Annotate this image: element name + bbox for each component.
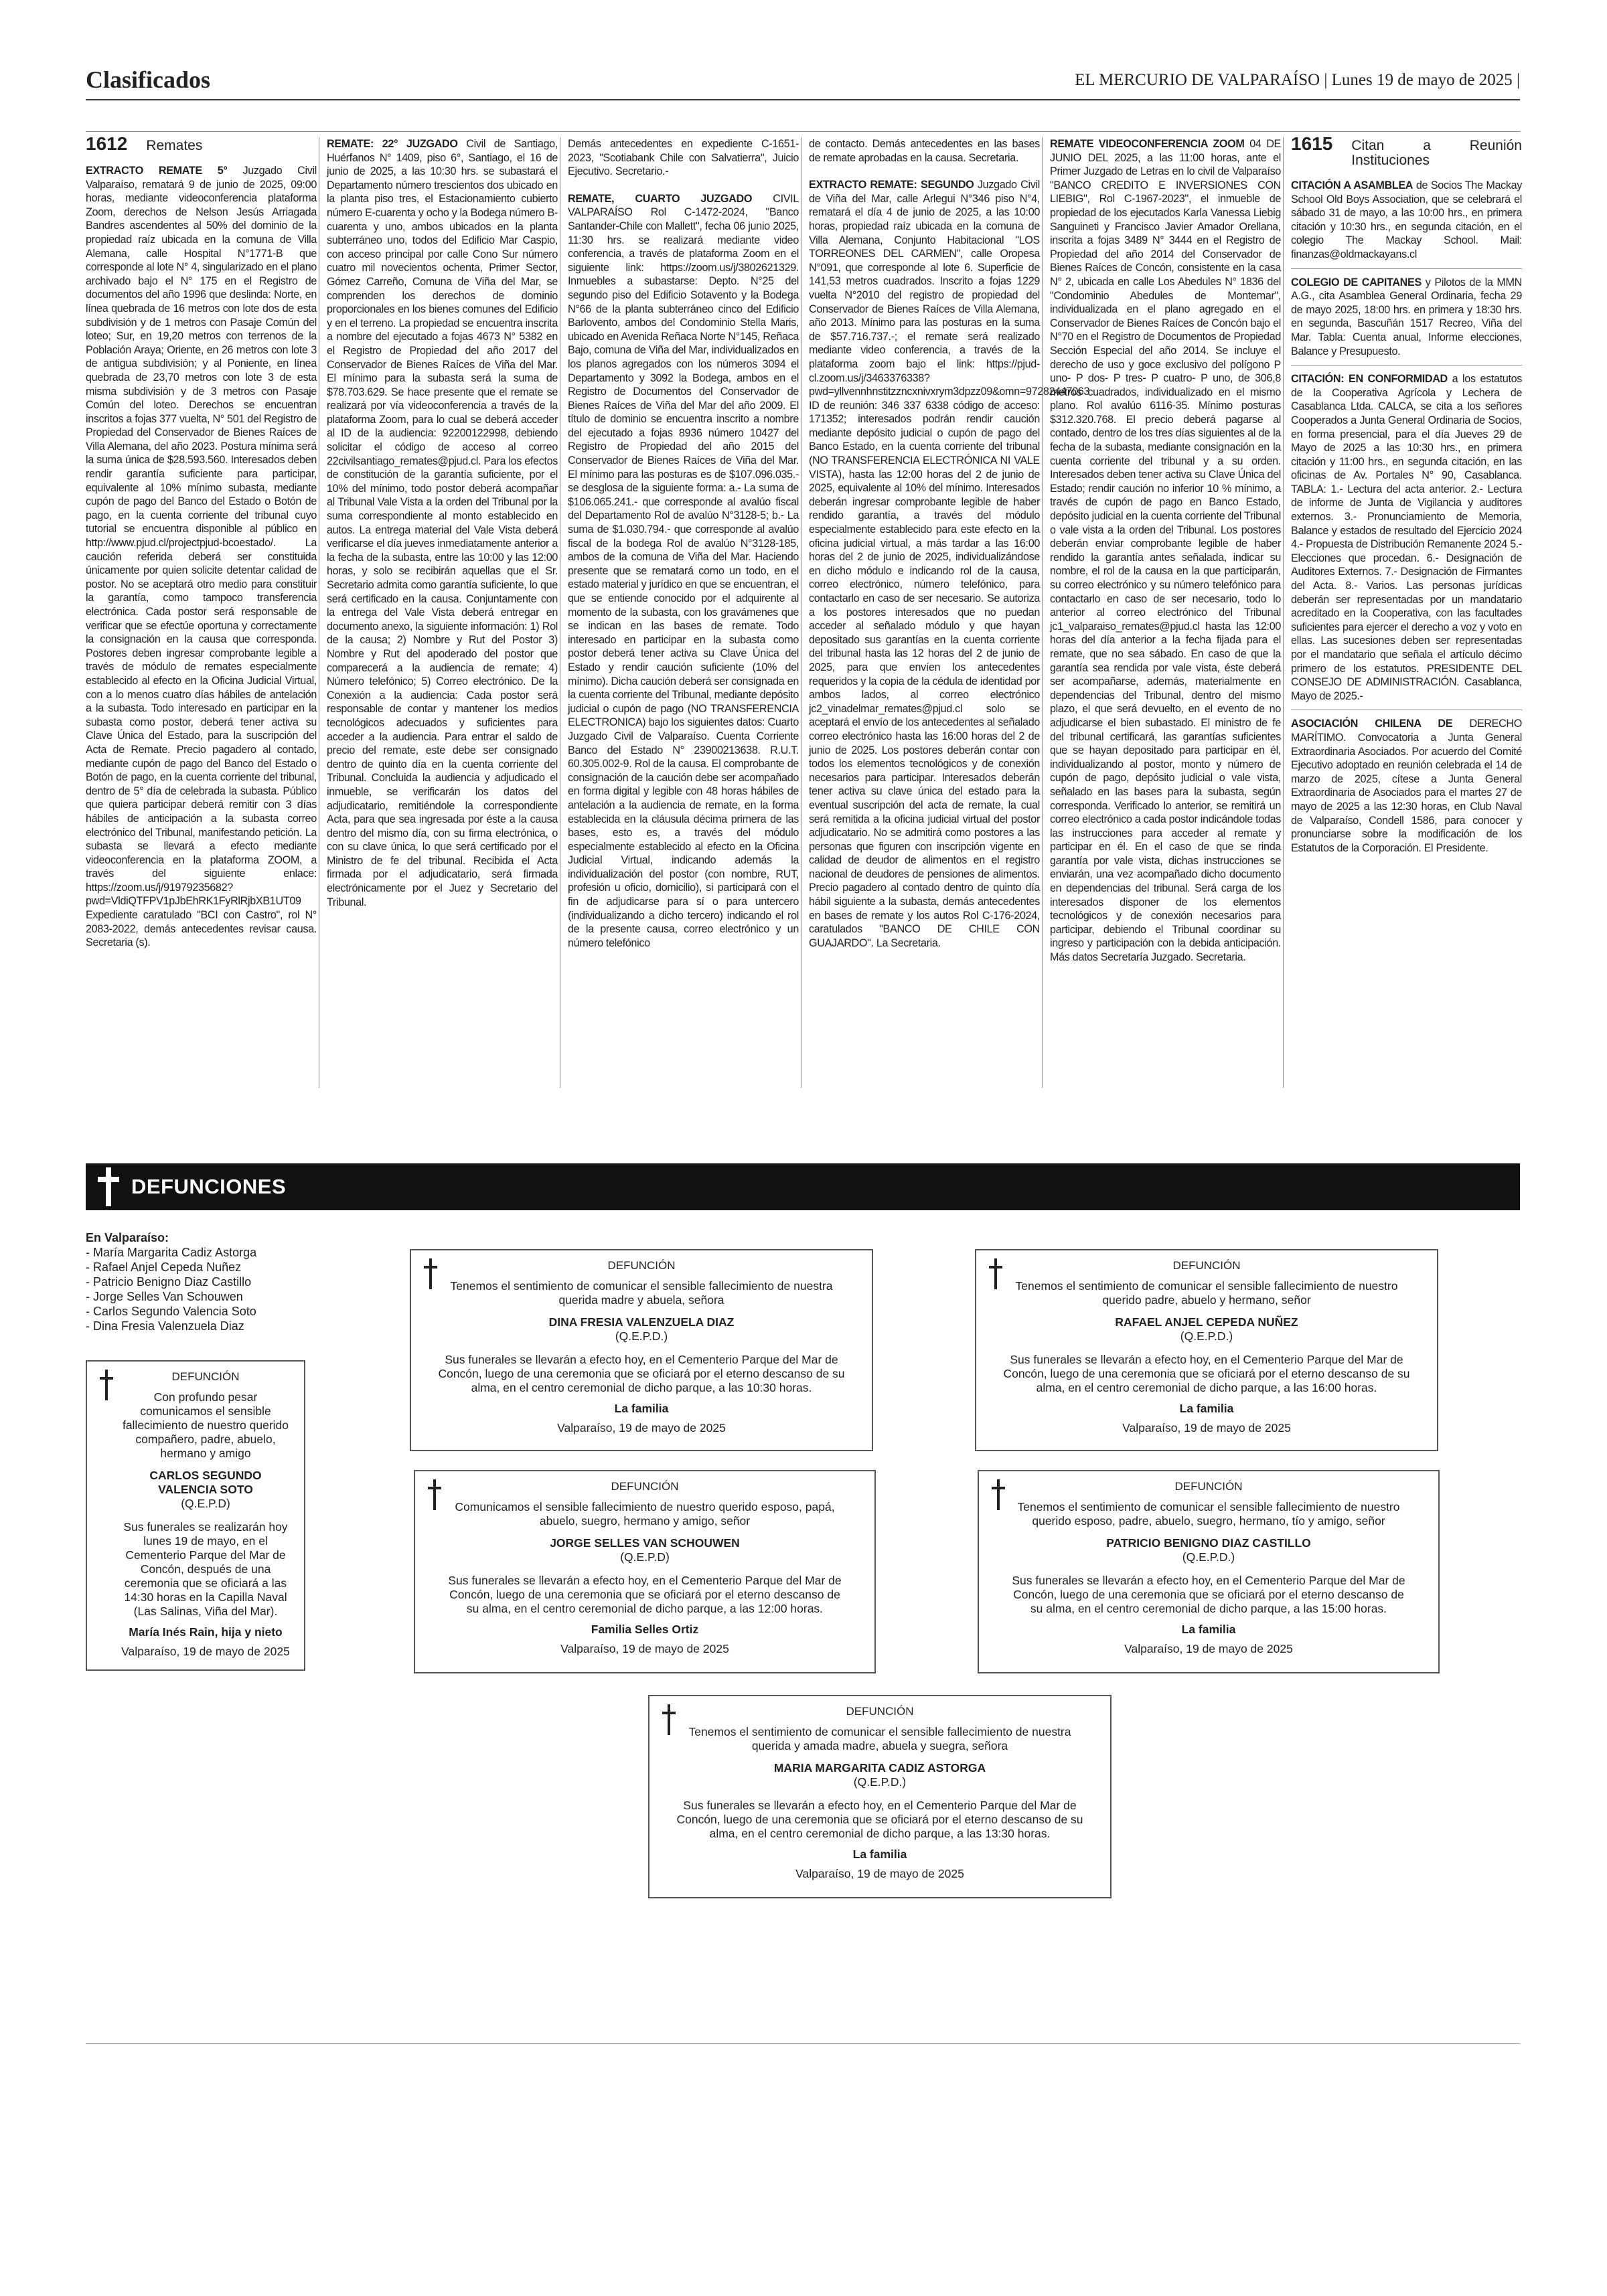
notice-label: DEFUNCIÓN [171,1370,240,1383]
obituary-notice [648,1695,1112,1898]
obituary-notice [410,1249,873,1451]
qepd: (Q.E.P.D.) [853,1775,907,1789]
qepd: (Q.E.P.D) [181,1497,230,1510]
qepd: (Q.E.P.D) [620,1550,670,1564]
qepd: (Q.E.P.D.) [1180,1329,1233,1343]
notice-body: Sus funerales se llevarán a efecto hoy, en el Cementerio Parque del Mar de Concón, luego de una ceremonia que se oficiará por el eterno descanso de su alma, en el centro ceremonial de dicho parque, a las 12:00 horas. [448,1574,842,1615]
section-header-remates [86,133,317,154]
classified-ad [1291,276,1522,359]
notice-date: Valparaíso, 19 de mayo de 2025 [121,1645,290,1658]
list-item: - Carlos Segundo Valencia Soto [86,1305,256,1318]
notice-body: Sus funerales se llevarán a efecto hoy, en el Cementerio Parque del Mar de Concón, luego de una ceremonia que se oficiará por el eterno descanso de su alma, en el centro ceremonial de dicho parque, a las 16:00 horas. [1003,1353,1410,1394]
notice-family: La familia [852,1848,907,1861]
classified-ad [568,192,799,951]
notice-intro: Tenemos el sentimiento de comunicar el sensible fallecimiento de nuestro querido padre, abuelo y hermano, señor [1015,1279,1398,1307]
deceased-name: PATRICIO BENIGNO DIAZ CASTILLO [1106,1536,1311,1550]
obituary-notice [86,1360,305,1671]
section-header-instituciones [1291,133,1522,168]
notice-family: La familia [1181,1623,1236,1636]
list-item: - Jorge Selles Van Schouwen [86,1290,243,1303]
footer-rule [86,2043,1520,2044]
notice-label: DEFUNCIÓN [846,1705,914,1718]
deceased-list [86,1230,256,1333]
list-item: - Rafael Anjel Cepeda Nuñez [86,1260,242,1274]
ad-lead: CITACIÓN A ASAMBLEA [1291,179,1413,191]
classified-column-4 [809,137,1090,1088]
ad-text: CIVIL VALPARAÍSO Rol C-1472-2024, "Banco Santander-Chile con Mallett", fecha 06 junio 2025, 11:30 hrs. se realizará mediante video conferencia, a través de plataforma Zoom en el siguiente link: https://zoom.us/j/3802621329. Inmuebles a subastarse: Depto. N°25 del segundo piso del Edificio Sotavento y la Bodega N°66 de la planta subterráneo cinco del Edificio Barlovento, ambos del Condominio Stella Maris, ubicado en Avenida Reñaca Norte N°145, Reñaca Bajo, comuna de Viña del Mar, individualizados en los planos agregados con los números 3094 el Departamento y 3092 la Bodega, ambos en el Registro de Documentos del Conservador de Bienes Raíces de Viña del Mar del año 2009. El título de dominio se encuentra inscrito a nombre del ejecutado a fojas 8936 número 10427 del Registro de Propiedad del año 2015 del Conservador de Bienes Raíces de Viña del Mar. El mínimo para las posturas es de $107.096.035.- se desglosa de la siguiente forma: a.- La suma de $106.065.241.- que corresponde al avalúo fiscal del Departamento Rol de avalúo N°3128-5; b.- La suma de $1.030.794.- que corresponde al avalúo fiscal de la bodega Rol de avalúo N°3128-185, ambos de la comuna de Viña del Mar. Haciendo presente que se rematará como un todo, en el estado material y jurídico en que se encuentran, el que se entiende conocido por el adquirente al momento de la subasta, con los gravámenes que se indican en las bases de remate. Todo interesado en participar en la subasta como postor deberá tener activa su Clave Única del Estado y rendir caución suficiente (10% del mínimo). Dicha caución deberá ser consignada en la cuenta corriente del Tribunal, mediante depósito judicial o cupón de pago (NO TRANSFERENCIA ELECTRONICA) bajo los siguientes datos: Cuarto Juzgado Civil de Valparaíso. Cuenta Corriente Banco del Estado N° 23900213638. R.U.T. 60.305.002-9. Rol de la causa. El comprobante de consignación de la caución debe ser acompañado en forma digital y legible con 48 horas hábiles de antelación a la audiencia de remate, en la forma establecida en la cláusula décima primera de las bases, esto es, a través del módulo especialmente establecido al efecto en la Oficina Judicial Virtual, indicando además la individualización del postor (con nombre, RUT, profesión u oficio, domicilio), si participará con el fin de adjudicarse para sí o para untercero (individualizando a dicho tercero) indicando el rol de la presente causa, correo electrónico y un número telefónico [568,192,799,949]
notice-date: Valparaíso, 19 de mayo de 2025 [795,1867,964,1880]
ad-lead: REMATE, CUARTO JUZGADO [568,192,753,205]
classified-column-6 [1291,133,1522,1088]
ad-lead: REMATE: 22° JUZGADO [327,138,458,150]
column-divider [1283,137,1284,1088]
ad-continuation: de contacto. Demás antecedentes en las bases de remate aprobadas en la causa. Secretaria. [809,138,1040,164]
header-rule-thin [86,131,1520,132]
section-label: Remates [146,138,203,153]
classified-ad [1291,179,1522,262]
notice-label: DEFUNCIÓN [607,1259,676,1272]
cross-icon [98,1370,115,1400]
classified-ad [327,137,558,909]
classified-column-5 [1050,137,1281,1088]
notice-date: Valparaíso, 19 de mayo de 2025 [557,1421,726,1434]
notice-label: DEFUNCIÓN [611,1480,679,1493]
notice-body: Sus funerales se realizarán hoy lunes 19 de mayo, en el Cementerio Parque del Mar de Concón, después de una ceremonia que se oficiará a las 14:30 horas en la Capilla Naval (Las Salinas, Viña del Mar). [123,1520,288,1618]
notice-intro: Tenemos el sentimiento de comunicar el sensible fallecimiento de nuestro querido esposo, padre, abuelo, suegro, hermano, tío y amigo, señor [1017,1500,1400,1528]
deceased-name: CARLOS SEGUNDO VALENCIA SOTO [149,1469,262,1496]
ad-text: y Pilotos de la MMN A.G., cita Asamblea General Ordinaria, fecha 29 de mayo 2025, 18:00 hrs. en primera y 18:30 hrs. en segunda, Bascuñán 1517 Recreo, Viña del Mar. Tabla: Cuenta anual, Informe elecciones, Balance y Presupuesto. [1291,276,1522,357]
ad-text: DERECHO MARÍTIMO. Convocatoria a Junta General Extraordinaria Asociados. Por acuerdo del Comité Ejecutivo adoptado en reunión celebrada el 14 de marzo de 2025, cítese a Junta General Extraordinaria de Asociados para el martes 27 de mayo de 2025 a las 12:30 horas, en Club Naval de Valparaíso, Condell 1586, para conocer y pronunciarse sobre la modificación de los Estatutos de la Corporación. El Presidente. [1291,718,1522,854]
defunciones-title: DEFUNCIONES [131,1175,287,1198]
notice-body: Sus funerales se llevarán a efecto hoy, en el Cementerio Parque del Mar de Concón, luego de una ceremonia que se oficiará por el eterno descanso de su alma, en el centro ceremonial de dicho parque, a las 15:00 horas. [1012,1574,1405,1615]
cross-icon [990,1479,1007,1510]
deceased-name: JORGE SELLES VAN SCHOUWEN [550,1536,740,1550]
notice-intro: Tenemos el sentimiento de comunicar el sensible fallecimiento de nuestra querida y amada madre, abuela y suegra, señora [688,1725,1071,1752]
notice-body: Sus funerales se llevarán a efecto hoy, en el Cementerio Parque del Mar de Concón, luego de una ceremonia que se oficiará por el eterno descanso de su alma, en el centro ceremonial de dicho parque, a las 10:30 horas. [438,1353,845,1394]
notice-family: Familia Selles Ortiz [591,1623,699,1636]
city-heading: En Valparaíso: [86,1231,169,1244]
notice-date: Valparaíso, 19 de mayo de 2025 [560,1642,729,1655]
qepd: (Q.E.P.D.) [1182,1550,1235,1564]
classified-ad [1291,372,1522,703]
notice-intro: Comunicamos el sensible fallecimiento de nuestro querido esposo, papá, abuelo, suegro, hermano y amigo, señor [455,1500,835,1528]
notice-label: DEFUNCIÓN [1172,1259,1241,1272]
notice-date: Valparaíso, 19 de mayo de 2025 [1122,1421,1291,1434]
cross-icon [422,1258,439,1289]
classified-column-3 [568,137,799,1088]
ad-lead: EXTRACTO REMATE 5° [86,165,228,177]
classified-ad [1291,717,1522,855]
section-title: Clasificados [86,66,211,93]
notice-family: La familia [614,1402,669,1415]
obituary-notice [975,1249,1438,1451]
notice-family: La familia [1179,1402,1234,1415]
cross-icon [426,1479,443,1510]
header-rule [86,99,1520,100]
obituary-notice [978,1470,1440,1673]
ad-lead: ASOCIACIÓN CHILENA DE [1291,718,1453,730]
cross-icon [660,1704,678,1735]
ad-text: de Socios The Mackay School Old Boys Association, que se celebrará el sábado 31 de mayo, a las 10:00 hrs., en primera citación y 10:30 hrs., en segunda citación, en el colegio The Mackay School. Mail: finanzas@oldmackayans.cl [1291,179,1522,260]
ad-text: a los estatutos de la Cooperativa Agrícola y Lechera de Casablanca Ltda. CALCA, se cita a los señores Cooperados a Junta General Ordinaria de Socios, en forma presencial, para el día Jueves 29 de Mayo de 2025 a las 10:30 hrs., en primera citación y 11:00 hrs., en segunda citación, en las oficinas de Av. Portales N° 90, Casablanca. TABLA: 1.- Lectura del acta anterior. 2.- Lectura de informe de Junta de Vigilancia y auditores externos. 3.- Pronunciamiento de Memoria, Balance y estados de resultado del Ejercicio 2024 4.- Propuesta de Distribución Remanente 2024 5.- Elecciones que procedan. 6.- Designación de Auditores Externos. 7.- Designación de Firmantes del Acta. 8.- Varios. Las personas jurídicas deberán ser representadas por un mandatario acreditado en la Cooperativa, con las facultades suficientes para ejercer el derecho a voz y voto en ellas. Las sucesiones deben ser representadas por el mandatario que señala el artículo décimo primero de los estatutos. PRESIDENTE DEL CONSEJO DE ADMINISTRACIÓN. Casablanca, Mayo de 2025.- [1291,373,1522,702]
ad-lead: REMATE VIDEOCONFERENCIA ZOOM [1050,138,1245,150]
defunciones-bar [86,1163,1520,1210]
ad-lead: EXTRACTO REMATE: SEGUNDO [809,179,974,191]
ad-lead: CITACIÓN: EN CONFORMIDAD [1291,373,1448,386]
ad-text: 04 DE JUNIO DEL 2025, a las 11:00 horas, ante el Primer Juzgado de Letras en lo civil de Valparaíso "BANCO CREDITO E INVERSIONES CON LIEBIG", Rol C-1967-2023", el inmueble de propiedad de los ejecutados Karla Vanessa Liebig Sanguineti y Francisco Javier Amador Orellana, inscrita a fojas 3489 N° 3444 en el Registro de Propiedad del año 2014 del Conservador de Bienes Raíces de Concón, consistente en la casa N° 2, ubicada en calle Los Abedules N° 1836 del "Condominio Abedules de Montemar", individualizada en el plano agregado en el Conservador de Bienes Raíces de Concón bajo el N°70 en el Registro de Documentos de Propiedad Sección Especial del año 2014. Se incluye el derecho de uso y goce exclusivo del polígono P uno- P dos- P tres- P cuatro- P uno, de 306,8 metros cuadrados, individualizado en el mismo plano. Rol avalúo 6116-35. Mínimo posturas $312.320.768. El precio deberá pagarse al contado, dentro de los tres días siguientes al de la fecha de la subasta, mediante consignación en la cuenta corriente del tribunal y a su orden. Interesados deben tener activa su Clave Única del Estado; rendir caución no inferior 10 % mínimo, a través de cupón de pago en Banco Estado, depósito judicial en la cuenta corriente del Tribunal o vale vista a la orden del Tribunal. Los postores deberán enviar comprobante legible de haber rendido la garantía antes señalada, indicar su nombre, el rol de la causa en la que participarán, su correo electrónico y su número telefónico para contactarlo en caso de ser necesario, todo lo anterior al correo electrónico del Tribunal jc1_valparaiso_remates@pjud.cl hasta las 12:00 horas del día anterior a la fecha fijada para el remate, que no sea sábado. En caso de que la garantía sea rendida por vale vista, éste deberá ser acompañarse, además, materialmente en dependencias del Tribunal, dentro del mismo plazo, el que será devuelto, en el evento de no adjudicarse el bien subastado. El ministro de fe del tribunal certificará, las garantías suficientes que se hayan depositado para participar en él, individualizando al postor, monto y número de cupón de pago, depósito judicial o vale vista, señalado en las bases para la subasta, según corresponda. Verificado lo anterior, se remitirá un correo electrónico a cada postor indicándole todas las instrucciones para acceder al remate y participar en él. En el caso de que se rinda garantía por vale vista, dichas instrucciones se enviarán, una vez acompañado dicho documento en dependencias del tribunal. Será carga de los interesados disponer de los elementos tecnológicos y de conexión necesarios para participar, debiendo el Tribunal coordinar su ingreso y participación con la debida anticipación. Más datos Secretaría Juzgado. Secretaria. [1050,138,1281,964]
classified-ad [86,164,317,950]
deceased-name: DINA FRESIA VALENZUELA DIAZ [548,1315,735,1329]
column-divider [1042,137,1043,1088]
cross-icon [95,1166,122,1208]
notice-intro: Con profundo pesar comunicamos el sensible fallecimiento de nuestro querido compañero, padre, abuelo, hermano y amigo [122,1390,289,1460]
notice-body: Sus funerales se llevarán a efecto hoy, en el Cementerio Parque del Mar de Concón, luego de una ceremonia que se oficiará por el eterno descanso de su alma, en el centro ceremonial de dicho parque, a las 13:30 horas. [676,1799,1083,1840]
list-item: - Dina Fresia Valenzuela Diaz [86,1319,244,1333]
classified-ad [809,178,1090,950]
ad-text: Juzgado Civil Valparaíso, rematará 9 de junio de 2025, 09:00 horas, mediante videoconferencia plataforma Zoom, derechos de Nelson Jesús Arriagada Bandres ascendentes al 50% del dominio de la propiedad raíz ubicada en la comuna de Villa Alemana, calle Hospital N°1771-B que corresponde al lote N° 4, singularizado en el plano archivado bajo el N° 175 en el Registro de documentos del año 1996 que deslinda: Norte, en línea quebrada de 16 metros con lote dos de esta subdivisión y de 1 metros con Pasaje Común del loteo; Sur, en 19,20 metros con terrenos de la Población Araya; Oriente, en 26 metros con lote 3 de antigua subdivisión; y al Poniente, en línea quebrada de 23,70 metros con lote 3 de esta misma subdivisión y de 3 metros con Pasaje Común del loteo. Derechos se encuentran inscritos a fojas 377 vuelta, N° 501 del Registro de Propiedad del Conservador de Bienes Raíces de Villa Alemana, del año 2023. Postura mínima será la suma única de $28.593.560. Interesados deben rendir garantía suficiente para participar, equivalente al 10% mínimo subasta, mediante cupón de pago del Banco del Estado o Botón de pago, en la cuenta corriente del tribunal cuyo tutorial se encuentra disponible al público en http://www.pjud.cl/projectpjud-bcoestado/. La caución referida deberá ser constituida únicamente por quien solicite detentar calidad de postor. No se aceptará otro medio para constituir la garantía, como tampoco transferencia electrónica. Cada postor será responsable de verificar que se efectúe oportuna y correctamente la consignación en la causa que corresponda. Postores deben ingresar comprobante legible a través de módulo de remates especialmente establecido al efecto en la Oficina Judicial Virtual, con a lo menos cuatro días hábiles de antelación a la subasta. Todo interesado en participar en la subasta como postor, deberá tener activa su Clave Única del Estado, para la suscripción del Acta de Remate. Precio pagadero al contado, mediante cupón de pago del Banco del Estado o Botón de pago, en la cuenta corriente del tribunal, dentro de 5° día de celebrada la subasta. Público que quiera participar deberá remitir con 3 días hábiles de anticipación a la subasta correo electrónico del Tribunal, manifestando petición. La subasta se llevará a efecto mediante videoconferencia en la plataforma ZOOM, a través del siguiente enlace: https://zoom.us/j/91979235682?pwd=VldiQTFPV1pJbEhRK1FyRlRjbXB1UT09 Expediente caratulado "BCI con Castro", rol N° 2083-2022, demás antecedentes revisar causa. Secretaria (s). [86,165,317,949]
deceased-name: MARIA MARGARITA CADIZ ASTORGA [773,1761,986,1775]
section-number: 1612 [86,133,128,154]
ad-text: Civil de Santiago, Huérfanos N° 1409, piso 6°, Santiago, el 16 de junio de 2025, a las 10:30 hrs. se subastará el Departamento número trescientos dos ubicado en la planta piso tres, el Estacionamiento cubierto número E-cuarenta y ocho y la Bodega número B-cuarenta y uno, ambos ubicados en la planta subterráneo uno, todos del Edificio Mar Caspio, con acceso principal por calle Cono Sur número cuatro mil novecientos ochenta, Primer Sector, Gómez Carreño, Comuna de Viña del Mar, se comprenden los derechos de dominio proporcionales en los bienes comunes del Edificio y en el terreno. La propiedad se encuentra inscrita a nombre del ejecutado a fojas 4673 N° 5382 en el Registro de Propiedad del año 2017 del Conservador de Bienes Raíces de Viña del Mar. El mínimo para la subasta será la suma de $78.703.629. Se hace presente que el remate se realizará por vía videoconferencia a través de la plataforma Zoom, para lo cual se deberá acceder al ID de la audiencia: 92200122998, debiendo solicitar el código de acceso al correo 22civilsantiago_remates@pjud.cl. Para los efectos de constitución de la garantía suficiente, por el 10% del mínimo, todo postor deberá acompañar al Tribunal Vale Vista a la orden del Tribunal por la suma correspondiente al monto establecido en autos. La entrega material del Vale Vista deberá verificarse el día jueves inmediatamente anterior a la fecha de la subasta, entre las 10:00 y las 12:00 horas, y solo se recibirán aquellas que el Sr. Secretario admita como garantía suficiente, lo que será certificado en la causa. Conjuntamente con la entrega del Vale Vista deberá entregar en documento anexo, la siguiente información: 1) Rol de la causa; 2) Nombre y Rut del Postor 3) Nombre y Rut del apoderado del postor que comparecerá a la audiencia de remate; 4) Número telefónico; 5) Correo electrónico. De la Conexión a la audiencia: Cada postor será responsable de contar y mantener los medios tecnológicos adecuados y suficientes para acceder a la audiencia. Para entrar el saldo de precio del remate, este debe ser consignado dentro de quinto día en la cuenta corriente del Tribunal. Concluida la audiencia y adjudicado el inmueble, se verificarán los datos del adjudicatario, remitiéndole la correspondiente Acta, para que sea ingresada por éste a la causa dentro del mismo día, con su firma electrónica, o con su clave única, lo que será certificado por el Ministro de fe del tribunal. Recibida el Acta firmada por el adjudicatario, será firmada electrónicamente por el Juez y Secretario del Tribunal. [327,138,558,908]
list-item: - Patricio Benigno Diaz Castillo [86,1275,252,1289]
publication-header: EL MERCURIO DE VALPARAÍSO | Lunes 19 de mayo de 2025 | [1075,71,1520,89]
list-item: - María Margarita Cadiz Astorga [86,1246,257,1259]
classified-ad [1050,137,1281,965]
notice-family: María Inés Rain, hija y nieto [129,1625,283,1639]
section-number: 1615 [1291,133,1333,154]
obituary-notice [414,1470,876,1673]
ad-text: Juzgado Civil de Viña del Mar, calle Arlegui N°346 piso N°4, rematará el día 4 de junio de 2025, a las 10:00 horas, propiedad raíz ubicada en la comuna de Villa Alemana, Conjunto Habitacional "LOS TORREONES DEL CARMEN", calle Oropesa N°091, que corresponde al lote 6. Superficie de 141,53 metros cuadrados. Inscrito a fojas 1229 vuelta N°2010 del registro de propiedad del Conservador de Bienes Raíces de Villa Alemana, año 2013. Mínimo para las posturas en la suma de $57.716.737.-; el remate será realizado mediante video conferencia, a través de la plataforma zoom bajo el link: https://pjud-cl.zoom.us/j/3463376338?pwd=yllvennhnstitzzncxnivxrym3dpzz09&omn=97282447063 ID de reunión: 346 337 6338 código de acceso: 171352; interesados podrán rendir caución mediante depósito judicial o cupón de pago del Banco Estado, en la cuenta corriente del tribunal (NO TRANSFERENCIA ELECTRÓNICA NI VALE VISTA), hasta las 12:00 horas del 2 de junio de 2025, equivalente al 10% del mínimo. Interesados deberán ingresar comprobante legible de haber rendido garantía, a través del módulo especialmente establecido para este efecto en la oficina judicial virtual, a más tardar a las 16:00 horas del 2 de junio de 2025, individualizándose en dicho módulo e indicando rol de la causa, correo electrónico, número telefónico, para contactarlo en caso de ser necesario. Se autoriza a los postores interesados que no puedan acceder al señalado módulo y que hayan depositado sus garantías en la cuenta corriente del tribunal hasta las 12 horas del 2 de junio de 2025, para que envíen los antecedentes requeridos y la copia de la cédula de identidad por ambos lados, al correo electrónico jc2_vinadelmar_remates@pjud.cl solo se aceptará el envío de los antecedentes al señalado correo electrónico hasta las 16:00 horas del 2 de junio de 2025. Los postores deberán contar con todos los elementos tecnológicos y de conexión necesarios para participar. Interesados deberán tener activa su clave única del estado para la eventual suscripción del acta de remate, la cual será remitida a la oficina judicial virtual del postor adjudicatario. No se admitirá como postores a las personas que figuren con inscripción vigente en calidad de deudor de alimentos en el registro nacional de deudores de pensiones de alimentos. Precio pagadero al contado dentro de quinto día hábil siguiente a la subasta, demás antecedentes en bases de remate y los autos Rol C-176-2024, caratulados "BANCO DE CHILE CON GUAJARDO". La Secretaria. [809,179,1090,949]
classified-column-2 [327,137,558,1088]
notice-label: DEFUNCIÓN [1174,1480,1243,1493]
section-label: Citan a Reunión Instituciones [1351,138,1522,168]
deceased-name: RAFAEL ANJEL CEPEDA NUÑEZ [1115,1315,1298,1329]
qepd: (Q.E.P.D.) [615,1329,668,1343]
ad-lead: COLEGIO DE CAPITANES [1291,276,1422,289]
ad-continuation: Demás antecedentes en expediente C-1651-2023, "Scotiabank Chile con Salvatierra", Juicio Ejecutivo. Secretario.- [568,138,799,178]
classified-column-1 [86,133,317,1088]
notice-date: Valparaíso, 19 de mayo de 2025 [1124,1642,1293,1655]
notice-intro: Tenemos el sentimiento de comunicar el sensible fallecimiento de nuestra querida madre y abuela, señora [450,1279,833,1307]
cross-icon [987,1258,1004,1289]
